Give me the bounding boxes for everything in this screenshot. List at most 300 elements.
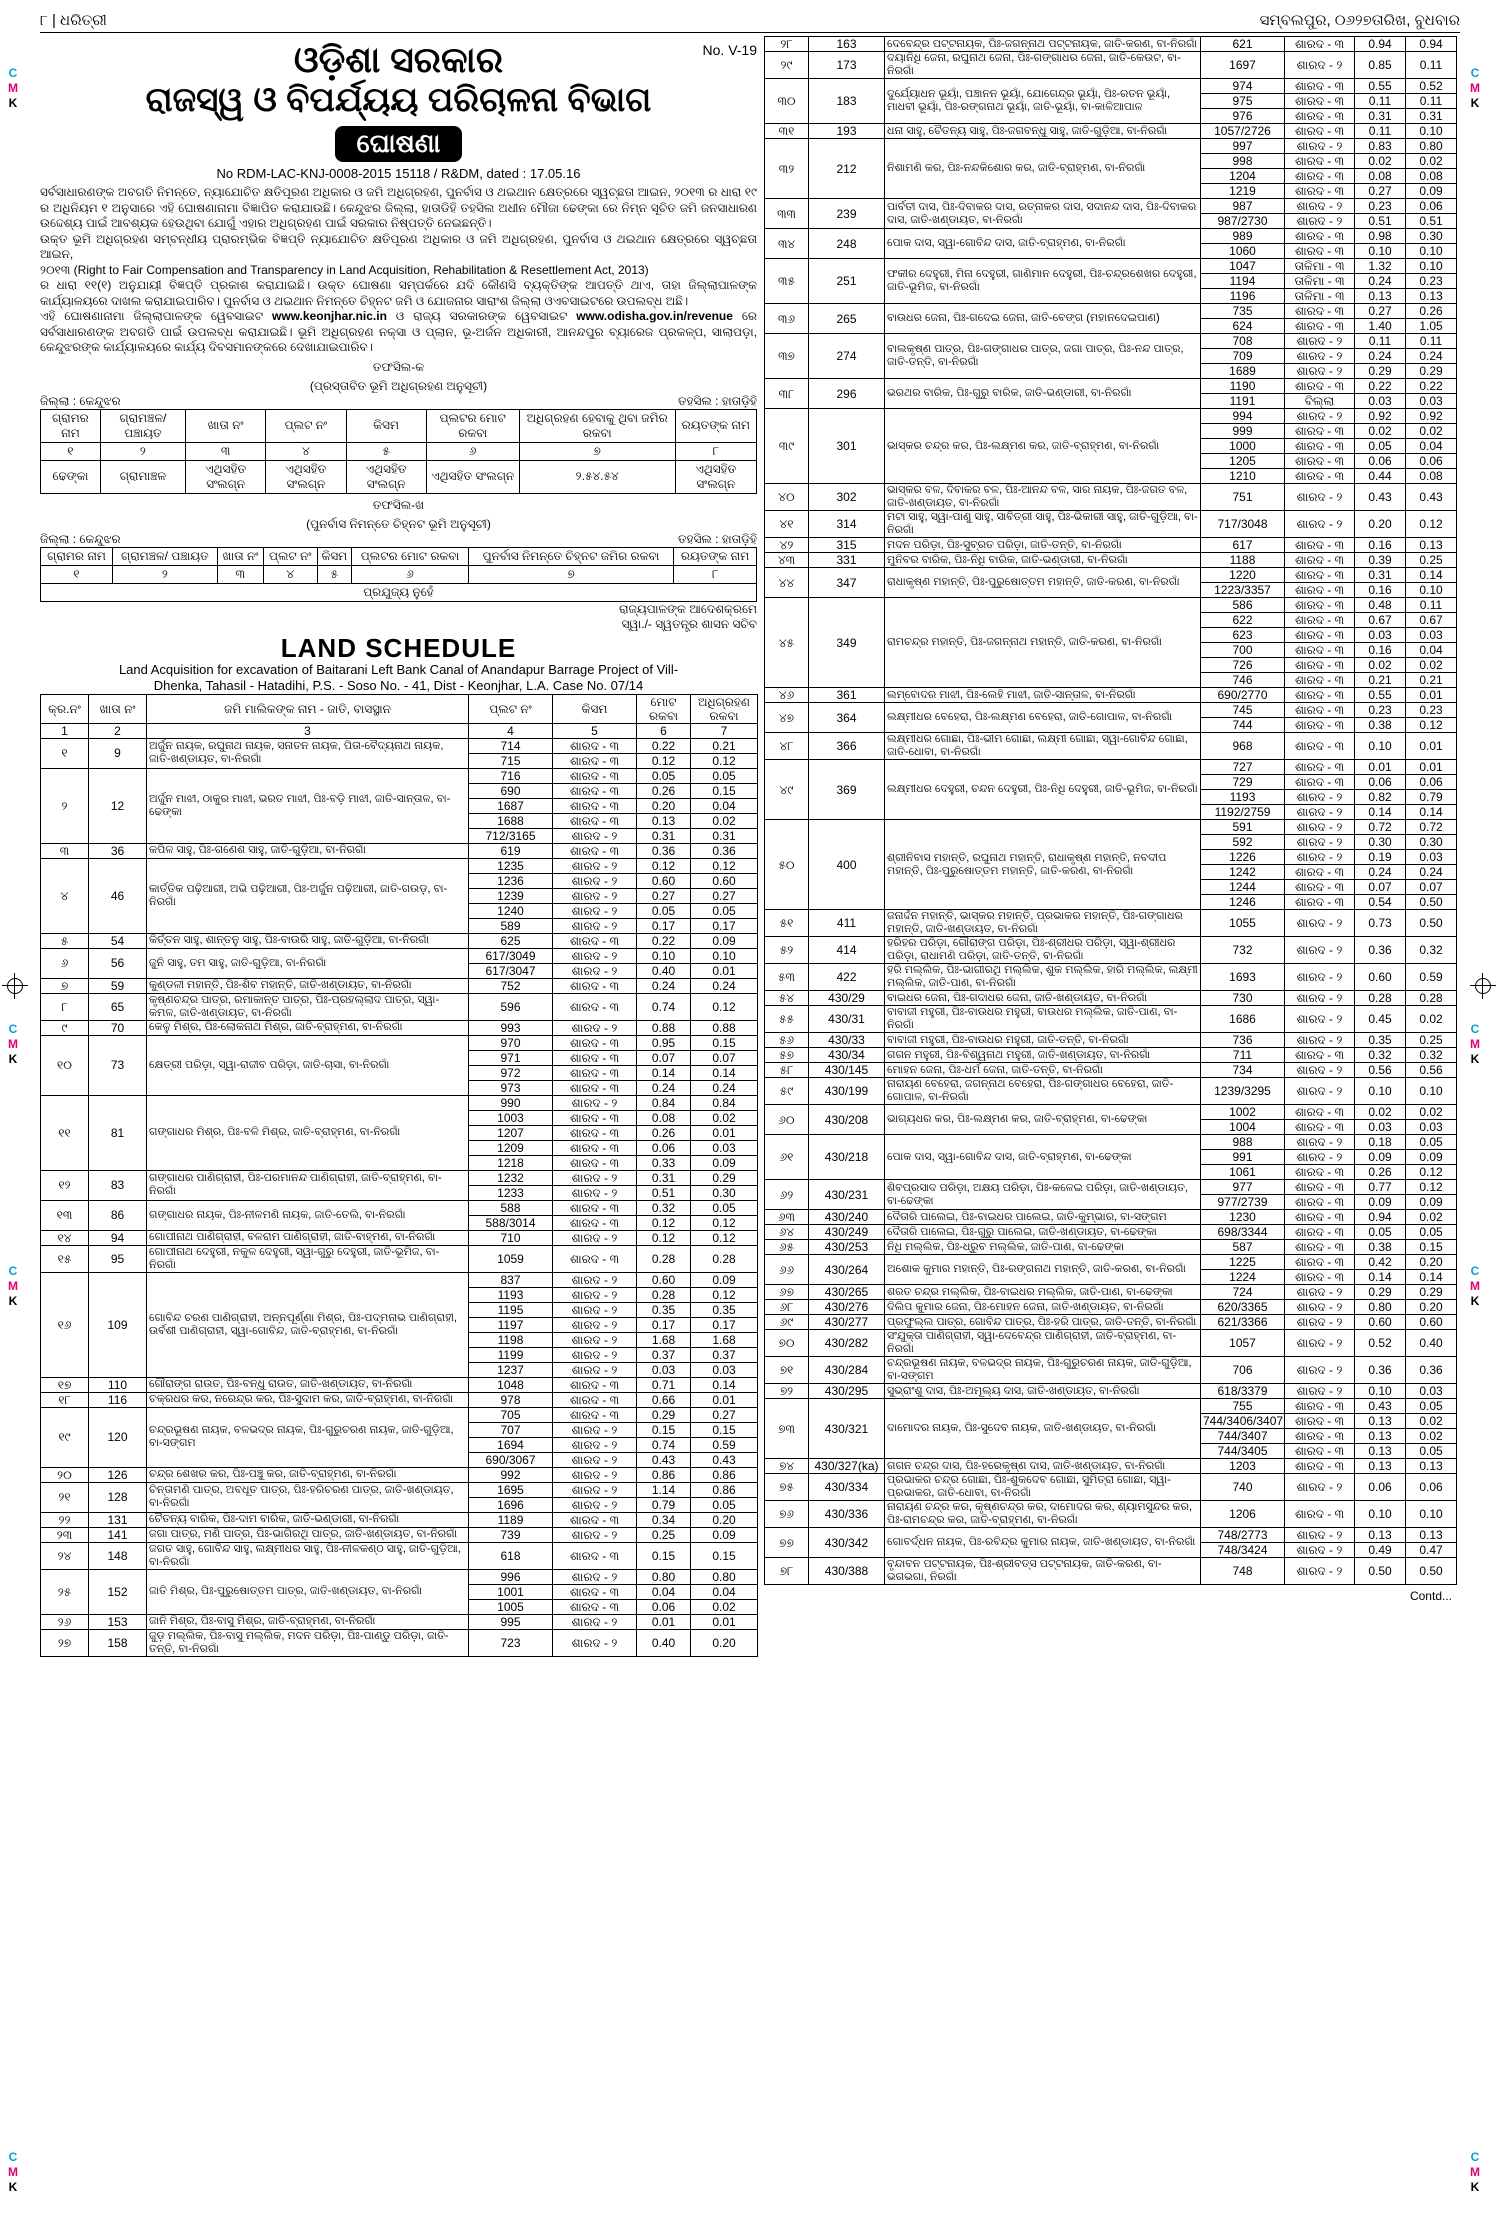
table-row (765, 37, 1457, 52)
khata-number: 126 (89, 1467, 147, 1482)
land-class: ଶାରଦ - ୩ (1285, 454, 1355, 469)
total-area: 0.25 (637, 1527, 691, 1542)
column-header: ପ୍ଲଟର ମୋଟ ରକବା (426, 409, 519, 442)
acquired-area: 0.09 (691, 1527, 758, 1542)
land-class: ଶାରଦ - ୨ (553, 1020, 637, 1035)
land-class: ଶାରଦ - ୩ (1285, 673, 1355, 688)
table-row (765, 379, 1457, 394)
owner-name: ପ୍ରଫୁଲ୍ଲ ପାତ୍ର, ଗୋବିନ୍ଦ ପାତ୍ର, ପିଃ-ହରି ପାତ୍ର, ଜାତି-ତନ୍ତି, ବା-ନିରଗାଁ (885, 1315, 1201, 1330)
schedule-subtitle: (ପୁନର୍ବାସ ନିମନ୍ତେ ଚିହ୍ନଟ ଭୂମି ଅନୁସୂଚୀ) (306, 516, 491, 531)
acquired-area: 0.09 (1406, 1150, 1457, 1165)
plot-number: 1220 (1201, 568, 1285, 583)
land-class: ଶାରଦ - ୩ (553, 798, 637, 813)
total-area: 0.06 (637, 1599, 691, 1614)
acquired-area: 0.14 (691, 1377, 758, 1392)
land-class: ଶାରଦ - ୩ (553, 1080, 637, 1095)
land-class: ଶାରଦ - ୩ (1285, 775, 1355, 790)
land-class: ଶାରଦ - ୩ (553, 1512, 637, 1527)
serial-number: ୫୮ (765, 1063, 809, 1078)
owner-name: ବାଇଧର ଜେନା, ପିଃ-ଗଦାଧର ଜେନା, ଜାତି-ଖଣ୍ଡାୟତ, ବା-ନିରଗାଁ (885, 991, 1201, 1006)
serial-number: ୧୩ (41, 1200, 89, 1230)
acquired-area: 0.15 (691, 1035, 758, 1050)
total-area: 0.66 (637, 1392, 691, 1407)
total-area: 0.43 (637, 1452, 691, 1467)
tahasil-label: ତହସିଲ : ହାତାଡ଼ିହି (678, 393, 757, 408)
plot-number: 996 (469, 1569, 553, 1584)
total-area: 0.10 (1355, 1501, 1406, 1528)
plot-number: 744/3405 (1201, 1444, 1285, 1459)
khata-number: 369 (809, 760, 885, 820)
acquired-area: 0.05 (691, 1497, 758, 1512)
plot-number: 748 (1201, 1558, 1285, 1585)
acquired-area: 0.51 (1406, 214, 1457, 229)
khata-number: 366 (809, 733, 885, 760)
total-area: 0.71 (637, 1377, 691, 1392)
total-area: 0.02 (1355, 424, 1406, 439)
khata-number: 430/277 (809, 1315, 885, 1330)
plot-number: 1696 (469, 1497, 553, 1512)
owner-name: ହରିହର ପରିଡ଼ା, ଗୌରାଙ୍ଗ ପରିଡ଼ା, ପିଃ-ଶ୍ରୀଧର ପରିଡ଼ା, ସ୍ୱା-ଶ୍ରୀଧର ପରିଡ଼ା, ରାଧାମଣି ପରିଡ଼ା, ଜାତି-ତନ୍ତି, ବା-ନିରଗାଁ (885, 937, 1201, 964)
acquired-area: 0.10 (1406, 244, 1457, 259)
table-row (765, 1330, 1457, 1357)
land-class: ଶାରଦ - ୨ (553, 903, 637, 918)
column-number: ୮ (674, 565, 757, 583)
total-area: 0.31 (637, 1170, 691, 1185)
land-class: ଶାରଦ - ୩ (1285, 379, 1355, 394)
plot-number: 1218 (469, 1155, 553, 1170)
table-cell: ଏଥିସହିତ ସଂଲଗ୍ନ (346, 460, 426, 493)
khata-number: 430/265 (809, 1285, 885, 1300)
acquired-area: 0.12 (691, 753, 758, 768)
serial-number: ୨୮ (765, 37, 809, 52)
khata-number: 148 (89, 1542, 147, 1569)
table-row (765, 1078, 1457, 1105)
serial-number: ୪୯ (765, 760, 809, 820)
table-row (41, 1230, 758, 1245)
plot-number: 1237 (469, 1362, 553, 1377)
plot-number: 751 (1201, 484, 1285, 511)
total-area: 0.13 (1355, 1414, 1406, 1429)
serial-number: ୧୫ (41, 1245, 89, 1272)
serial-number: ୧ (41, 738, 89, 768)
plot-number: 745 (1201, 703, 1285, 718)
serial-number: ୯ (41, 1020, 89, 1035)
table-cell: ଏଥିସହିତ ସଂଲଗ୍ନ (266, 460, 346, 493)
table-row (765, 1135, 1457, 1150)
land-class: ଶାରଦ - ୩ (1285, 439, 1355, 454)
plot-number: 990 (469, 1095, 553, 1110)
land-class: ଶାରଦ - ୩ (553, 1035, 637, 1050)
acquired-area: 0.92 (1406, 409, 1457, 424)
plot-number: 1235 (469, 858, 553, 873)
land-class: ଶାରଦ - ୩ (553, 1155, 637, 1170)
table-cell: ଏଥିସହିତ ସଂଲଗ୍ନ (426, 460, 519, 493)
plot-number: 1240 (469, 903, 553, 918)
land-class: ଶାରଦ - ୩ (1285, 628, 1355, 643)
acquired-area: 0.12 (691, 1230, 758, 1245)
acquired-area: 0.06 (1406, 199, 1457, 214)
acquired-area: 0.13 (1406, 1528, 1457, 1543)
table-row (765, 937, 1457, 964)
owner-name: ମୁନିବର ବାରିକ, ପିଃ-ନିଧି ବାରିକ, ଜାତି-ଭଣ୍ଡାରୀ, ବା-ନିରଗାଁ (885, 553, 1201, 568)
table-cell: ଗ୍ରାମାଞ୍ଚଳ (100, 460, 185, 493)
plot-number: 620/3365 (1201, 1300, 1285, 1315)
column-number: ୨ (113, 565, 218, 583)
total-area: 0.22 (637, 738, 691, 753)
land-class: ଶାରଦ - ୩ (1285, 37, 1355, 52)
owner-name: ଚନ୍ଦ୍ର ଶେଖର କର, ପିଃ-ପଞ୍ଚୁ କର, ଜାତି-ବ୍ରାହ୍ମଣ, ବା-ନିରଗାଁ (147, 1467, 469, 1482)
plot-number: 976 (1201, 109, 1285, 124)
land-class: ଶାରଦ - ୨ (1285, 199, 1355, 214)
owner-name: ମଦନ ପରିଡ଼ା, ପିଃ-ସୁବ୍ରତ ପରିଡ଼ା, ଜାତି-ତନ୍ତି, ବା-ନିରଗାଁ (885, 538, 1201, 553)
khata-number: 152 (89, 1569, 147, 1614)
khata-number: 430/295 (809, 1384, 885, 1399)
total-area: 0.04 (637, 1584, 691, 1599)
total-area: 0.36 (637, 843, 691, 858)
land-class: ଶାରଦ - ୨ (1285, 1543, 1355, 1558)
total-area: 0.03 (1355, 628, 1406, 643)
column-number: 2 (89, 723, 147, 738)
acquired-area: 0.01 (1406, 733, 1457, 760)
table-row (765, 304, 1457, 319)
table-row (765, 1315, 1457, 1330)
acquired-area: 0.01 (691, 1392, 758, 1407)
owner-name: ପୋକ ଦାସ, ସ୍ୱା-ଗୋବିନ୍ଦ ଦାସ, ଜାତି-ବ୍ରାହ୍ମଣ, ବା-ଢେଙ୍କା (885, 1135, 1201, 1180)
owner-name: ଜାତି ମିଶ୍ର, ପିଃ-ପୁରୁଷୋତ୍ତମ ପାତ୍ର, ଜାତି-ଖଣ୍ଡାୟତ, ବା-ନିରଗାଁ (147, 1569, 469, 1614)
total-area: 0.86 (637, 1467, 691, 1482)
table-row (765, 1048, 1457, 1063)
plot-number: 977 (1201, 1180, 1285, 1195)
right-column (764, 36, 1456, 1603)
owner-name: ଗଗନ ଚନ୍ଦ୍ର ଦାସ, ପିଃ-ହରେକୃଷ୍ଣ ଦାସ, ଜାତି-ଖଣ୍ଡାୟତ, ବା-ନିରଗାଁ (885, 1459, 1201, 1474)
khata-number: 212 (809, 139, 885, 199)
acquired-area: 0.02 (1406, 424, 1457, 439)
table-row (41, 1512, 758, 1527)
total-area: 0.01 (637, 1614, 691, 1629)
acquired-area: 0.05 (1406, 1135, 1457, 1150)
khata-number: 430/34 (809, 1048, 885, 1063)
plot-number: 625 (469, 933, 553, 948)
notice-paragraph: ୨୦୧୩ (Right to Fair Compensation and Transparency in Land Acquisition, Rehabilitation & Resettlement Act, 2013) (40, 262, 649, 277)
serial-number: ୭୫ (765, 1474, 809, 1501)
plot-number: 1000 (1201, 439, 1285, 454)
table-row (765, 1384, 1457, 1399)
owner-name: ମୋହନ ଜେନା, ପିଃ-ଧର୍ମ ଜେନା, ଜାତି-ତନ୍ତି, ବା-ନିରଗାଁ (885, 1063, 1201, 1078)
land-class: ଶାରଦ - ୩ (553, 783, 637, 798)
land-class: ଶାରଦ - ୩ (1285, 1180, 1355, 1195)
serial-number: ୩୩ (765, 199, 809, 229)
plot-number: 1206 (1201, 1501, 1285, 1528)
total-area: 0.38 (1355, 718, 1406, 733)
table-row (765, 991, 1457, 1006)
cmk-mark: C M K (8, 66, 18, 110)
khata-number: 193 (809, 124, 885, 139)
plot-number: 974 (1201, 79, 1285, 94)
acquired-area: 0.59 (1406, 964, 1457, 991)
total-area: 0.95 (637, 1035, 691, 1050)
serial-number: ୪୮ (765, 733, 809, 760)
khata-number: 116 (89, 1392, 147, 1407)
land-class: ଶାରଦ - ୨ (1285, 1033, 1355, 1048)
serial-number: ୧୪ (41, 1230, 89, 1245)
total-area: 0.83 (1355, 139, 1406, 154)
column-number: ୩ (186, 442, 266, 460)
acquired-area: 0.86 (691, 1482, 758, 1497)
land-class: ଶାରଦ - ୨ (1285, 1315, 1355, 1330)
column-number: 6 (637, 723, 691, 738)
table-row (41, 1569, 758, 1584)
column-number: ୪ (263, 565, 317, 583)
plot-number: 744 (1201, 718, 1285, 733)
land-class: ଶାରଦ - ୨ (553, 1437, 637, 1452)
website-link[interactable]: www.keonjhar.nic.in (272, 309, 387, 323)
table-row (41, 1527, 758, 1542)
land-class: ଶାରଦ - ୩ (1285, 1255, 1355, 1270)
plot-number: 1196 (1201, 289, 1285, 304)
column-number: ୮ (675, 442, 756, 460)
column-number: ୭ (519, 442, 675, 460)
table-row (765, 484, 1457, 511)
serial-number: ୪୫ (765, 598, 809, 688)
khata-number: 59 (89, 978, 147, 993)
acquired-area: 0.94 (1406, 37, 1457, 52)
column-header: ଖାତା ନଂ (186, 409, 266, 442)
plot-number: 975 (1201, 94, 1285, 109)
khata-number: 361 (809, 688, 885, 703)
total-area: 0.26 (637, 783, 691, 798)
acquired-area: 0.29 (1406, 364, 1457, 379)
land-class: ଶାରଦ - ୩ (1285, 1270, 1355, 1285)
land-class: ଶାରଦ - ୨ (553, 1497, 637, 1512)
serial-number: ୨୨ (41, 1512, 89, 1527)
total-area: 1.68 (637, 1332, 691, 1347)
total-area: 0.05 (637, 903, 691, 918)
plot-number: 970 (469, 1035, 553, 1050)
land-class: ଶାରଦ - ୨ (1285, 364, 1355, 379)
plot-number: 1689 (1201, 364, 1285, 379)
plot-number: 972 (469, 1065, 553, 1080)
total-area: 0.85 (1355, 52, 1406, 79)
acquired-area: 0.26 (1406, 304, 1457, 319)
table-row (765, 52, 1457, 79)
plot-number: 732 (1201, 937, 1285, 964)
total-area: 0.22 (637, 933, 691, 948)
acquired-area: 0.03 (1406, 628, 1457, 643)
land-class: ଶାରଦ - ୩ (1285, 880, 1355, 895)
owner-name: ଦିଲିପ କୁମାର ଜେନା, ପିଃ-ମୋହନ ଜେନା, ଜାତି-ଖଣ୍ଡାୟତ, ବା-ନିରଗାଁ (885, 1300, 1201, 1315)
owner-name: ଫକୀର ଦେହୁରୀ, ମିନା ଦେହୁରୀ, ଗାଣିମାନ ଦେହୁରୀ, ପିଃ-ଚନ୍ଦ୍ରଶେଖର ଦେହୁରୀ, ଜାତି-ଭୂମିଜ, ବା-ନିରଗାଁ (885, 259, 1201, 304)
total-area: 0.60 (1355, 1315, 1406, 1330)
owner-name: ପ୍ରଭାକର ଚନ୍ଦ୍ର ଗୋଛା, ପିଃ-ଶୁକଦେବ ଗୋଛା, ସୁମିତ୍ରା ଗୋଛା, ସ୍ୱା-ପ୍ରଭାକର, ଜାତି-ଧୋବା, ବା-ନିରଗାଁ (885, 1474, 1201, 1501)
acquired-area: 0.24 (691, 978, 758, 993)
acquired-area: 0.24 (1406, 865, 1457, 880)
column-header: ପ୍ଲଟ ନଂ (266, 409, 346, 442)
owner-name: ପୋକ ଦାସ, ସ୍ୱା-ଗୋବିନ୍ଦ ଦାସ, ଜାତି-ବ୍ରାହ୍ମଣ, ବା-ନିରଗାଁ (885, 229, 1201, 259)
plot-number: 1197 (469, 1317, 553, 1332)
acquired-area: 0.86 (691, 1467, 758, 1482)
total-area: 0.26 (637, 1125, 691, 1140)
schedule-title: ତଫସିଲ-ଖ (372, 497, 425, 512)
column-header: ପୁନର୍ବାସ ନିମନ୍ତେ ଚିହ୍ନଟ ଜମିର ରକବା (468, 547, 673, 565)
table-row (765, 1399, 1457, 1414)
plot-number: 1060 (1201, 244, 1285, 259)
plot-number: 997 (1201, 139, 1285, 154)
khata-number: 239 (809, 199, 885, 229)
land-class: ଶାରଦ - ୨ (553, 918, 637, 933)
land-class: ଶାରଦ - ୩ (553, 1215, 637, 1230)
land-class: ଶାରଦ - ୩ (1285, 154, 1355, 169)
serial-number: ୧୯ (41, 1407, 89, 1467)
total-area: 0.12 (637, 1215, 691, 1230)
acquired-area: 0.02 (1406, 1429, 1457, 1444)
land-class: ଶାରଦ - ୨ (1285, 991, 1355, 1006)
plot-number: 729 (1201, 775, 1285, 790)
land-class: ଶାରଦ - ୨ (553, 1467, 637, 1482)
column-header: ଗ୍ରାମଞ୍ଚଳ/ ପଞ୍ଚାୟତ (100, 409, 185, 442)
khata-number: 430/231 (809, 1180, 885, 1210)
land-class: ଶାରଦ - ୨ (1285, 409, 1355, 424)
plot-number: 837 (469, 1272, 553, 1287)
land-class: ଶାରଦ - ୨ (1285, 349, 1355, 364)
table-row (765, 553, 1457, 568)
land-class: ଶାରଦ - ୩ (1285, 643, 1355, 658)
owner-name: କପିଳ ସାହୁ, ପିଃ-ଗଣେଶ ସାହୁ, ଜାତି-ଗୁଡ଼ିଆ, ବା-ନିରଗାଁ (147, 843, 469, 858)
serial-number: ୨୭ (41, 1629, 89, 1656)
plot-number: 618/3379 (1201, 1384, 1285, 1399)
total-area: 0.09 (1355, 1150, 1406, 1165)
khata-number: 430/249 (809, 1225, 885, 1240)
serial-number: ୫୬ (765, 1033, 809, 1048)
land-class: ଶାରଦ - ୩ (1285, 319, 1355, 334)
owner-name: ଚୈତନ୍ୟ ବାରିକ, ପିଃ-ଦାମ ବାରିକ, ଜାତି-ଭଣ୍ଡାରୀ, ବା-ନିରଗାଁ (147, 1512, 469, 1527)
acquired-area: 0.05 (691, 768, 758, 783)
plot-number: 1233 (469, 1185, 553, 1200)
khata-number: 251 (809, 259, 885, 304)
owner-name: ଭାଗ୍ୟଧର କର, ପିଃ-ଲକ୍ଷ୍ମଣ କର, ଜାତି-ବ୍ରାହ୍ମଣ, ବା-ଢେଙ୍କା (885, 1105, 1201, 1135)
total-area: 0.60 (1355, 964, 1406, 991)
total-area: 0.06 (1355, 454, 1406, 469)
owner-name: ଲକ୍ଷ୍ମୀଧର ବେହେରା, ପିଃ-ଲକ୍ଷ୍ମଣ ବେହେରା, ଜାତି-ଗୋପାଳ, ବା-ନିରଗାଁ (885, 703, 1201, 733)
acquired-area: 0.11 (1406, 52, 1457, 79)
khata-number: 296 (809, 379, 885, 409)
acquired-area: 0.04 (1406, 439, 1457, 454)
total-area: 0.74 (637, 993, 691, 1020)
table-row (765, 1240, 1457, 1255)
plot-number: 1224 (1201, 1270, 1285, 1285)
acquired-area: 0.12 (691, 1215, 758, 1230)
land-table-right (764, 36, 1457, 1585)
total-area: 0.98 (1355, 229, 1406, 244)
cmk-mark: C M K (1470, 1264, 1480, 1308)
plot-number: 978 (469, 1392, 553, 1407)
total-area: 0.52 (1355, 1330, 1406, 1357)
serial-number: ୨୧ (41, 1482, 89, 1512)
acquired-area: 0.01 (1406, 688, 1457, 703)
owner-name: ଶିବପ୍ରସାଦ ପରିଡ଼ା, ଅକ୍ଷୟ ପରିଡ଼ା, ପିଃ-କଳେଇ ପରିଡ଼ା, ଜାତି-ଖଣ୍ଡାୟତ, ବା-ଢେଙ୍କା (885, 1180, 1201, 1210)
owner-name: କାର୍ତ୍ତିକ ପଢ଼ିଆରୀ, ଅଭି ପଢ଼ିଆରୀ, ପିଃ-ଅର୍ଜୁନ ପଢ଼ିଆରୀ, ଜାତି-ଗଉଡ଼, ବା-ନିରଗାଁ (147, 858, 469, 933)
plot-number: 617/3049 (469, 948, 553, 963)
column-header: କିସମ (346, 409, 426, 442)
owner-name: ଲକ୍ଷ୍ମୀଧର ଦେହୁରୀ, ଚନ୍ଦନ ଦେହୁରୀ, ପିଃ-ନିଧି ଦେହୁରୀ, ଜାତି-ଭୂମିଜ, ବା-ନିରଗାଁ (885, 760, 1201, 820)
serial-number: ୫୧ (765, 910, 809, 937)
plot-number: 1210 (1201, 469, 1285, 484)
total-area: 0.94 (1355, 1210, 1406, 1225)
khata-number: 314 (809, 511, 885, 538)
column-number: ୨ (100, 442, 185, 460)
land-class: ଶାରଦ - ୩ (1285, 733, 1355, 760)
total-area: 0.15 (637, 1542, 691, 1569)
website-link[interactable]: www.odisha.gov.in/revenue (576, 309, 733, 323)
plot-number: 739 (469, 1527, 553, 1542)
owner-name: ଗୋବର୍ଦ୍ଧନ ନାୟକ, ପିଃ-ରବିନ୍ଦ୍ର କୁମାର ନାୟକ, ଜାତି-ଖଣ୍ଡାୟତ, ବା-ନିରଗାଁ (885, 1528, 1201, 1558)
plot-number: 995 (469, 1614, 553, 1629)
acquired-area: 0.12 (691, 858, 758, 873)
khata-number: 109 (89, 1272, 147, 1377)
land-schedule-subtitle: Dhenka, Tahasil - Hatadihi, P.S. - Soso No. - 41, Dist - Keonjhar, L.A. Case No. 07/14 (153, 677, 644, 693)
plot-number: 977/2739 (1201, 1195, 1285, 1210)
land-schedule-subtitle: Land Acquisition for excavation of Baitarani Left Bank Canal of Anandapur Barrage Project of Vill- (118, 661, 679, 677)
land-class: ଶାରଦ - ୩ (553, 1125, 637, 1140)
land-class: ଶାରଦ - ୩ (553, 993, 637, 1020)
khata-number: 430/145 (809, 1063, 885, 1078)
serial-number: ୫୨ (765, 937, 809, 964)
land-class: ଶାରଦ - ୩ (1285, 1048, 1355, 1063)
owner-name: ହରି ମଲ୍ଲିକ, ପିଃ-ଭାଗୀରଥି ମଲ୍ଲିକ, ଶୁକ ମଲ୍ଲିକ, ହାରି ମଲ୍ଲିକ, ଲକ୍ଷ୍ମୀ ମଲ୍ଲିକ, ଜାତି-ପାଣ, ବା-ନିରଗାଁ (885, 964, 1201, 991)
khata-number: 430/208 (809, 1105, 885, 1135)
total-area: 0.31 (637, 828, 691, 843)
serial-number: ୪୦ (765, 484, 809, 511)
acquired-area: 0.23 (1406, 274, 1457, 289)
owner-name: ଅର୍ଜୁନ ନାୟକ, ରଘୁନାଥ ନାୟକ, ସନାତନ ନାୟକ, ପିତା-ବୈଦ୍ୟନାଥ ନାୟକ, ଜାତି-ଖଣ୍ଡାୟତ, ବା-ନିରଗାଁ (147, 738, 469, 768)
column-number: 5 (553, 723, 637, 738)
plot-number: 1199 (469, 1347, 553, 1362)
total-area: 0.51 (1355, 214, 1406, 229)
table-row (765, 1105, 1457, 1120)
serial-number: ୭୭ (765, 1528, 809, 1558)
serial-number: ୭୩ (765, 1399, 809, 1459)
plot-number: 746 (1201, 673, 1285, 688)
land-class: ଶାରଦ - ୩ (1285, 1210, 1355, 1225)
serial-number: ୪୨ (765, 538, 809, 553)
land-class: ଶାରଦ - ୩ (1285, 703, 1355, 718)
plot-number: 586 (1201, 598, 1285, 613)
table-row (41, 1200, 758, 1215)
total-area: 0.39 (1355, 553, 1406, 568)
plot-number: 994 (1201, 409, 1285, 424)
acquired-area: 0.13 (1406, 538, 1457, 553)
land-class: ଶାରଦ - ୩ (1285, 244, 1355, 259)
table-row (765, 703, 1457, 718)
acquired-area: 0.12 (691, 993, 758, 1020)
column-number: ୩ (217, 565, 263, 583)
table-row (765, 229, 1457, 244)
acquired-area: 0.72 (1406, 820, 1457, 835)
total-area: 0.17 (637, 1317, 691, 1332)
column-header: ରୟତଙ୍କ ନାମ (675, 409, 756, 442)
plot-number: 726 (1201, 658, 1285, 673)
land-class: ଶାରଦ - ୩ (1285, 1165, 1355, 1180)
plot-number: 622 (1201, 613, 1285, 628)
total-area: 0.40 (637, 963, 691, 978)
total-area: 0.27 (1355, 304, 1406, 319)
khata-number: 430/264 (809, 1255, 885, 1285)
land-class: ଶାରଦ - ୨ (553, 1317, 637, 1332)
plot-number: 1688 (469, 813, 553, 828)
total-area: 0.15 (637, 1422, 691, 1437)
owner-name: ଜୁଡ଼ ମଲ୍ଲିକ, ପିଃ-ବାସୁ ମଲ୍ଲିକ, ମଦନ ପରିଡ଼ା, ପିଃ-ପାଣ୍ଡୁ ପରିଡ଼ା, ଜାତି-ତନ୍ତି, ବା-ନିରଗାଁ (147, 1629, 469, 1656)
acquired-area: 0.37 (691, 1347, 758, 1362)
land-class: ଶାରଦ - ୩ (1285, 469, 1355, 484)
